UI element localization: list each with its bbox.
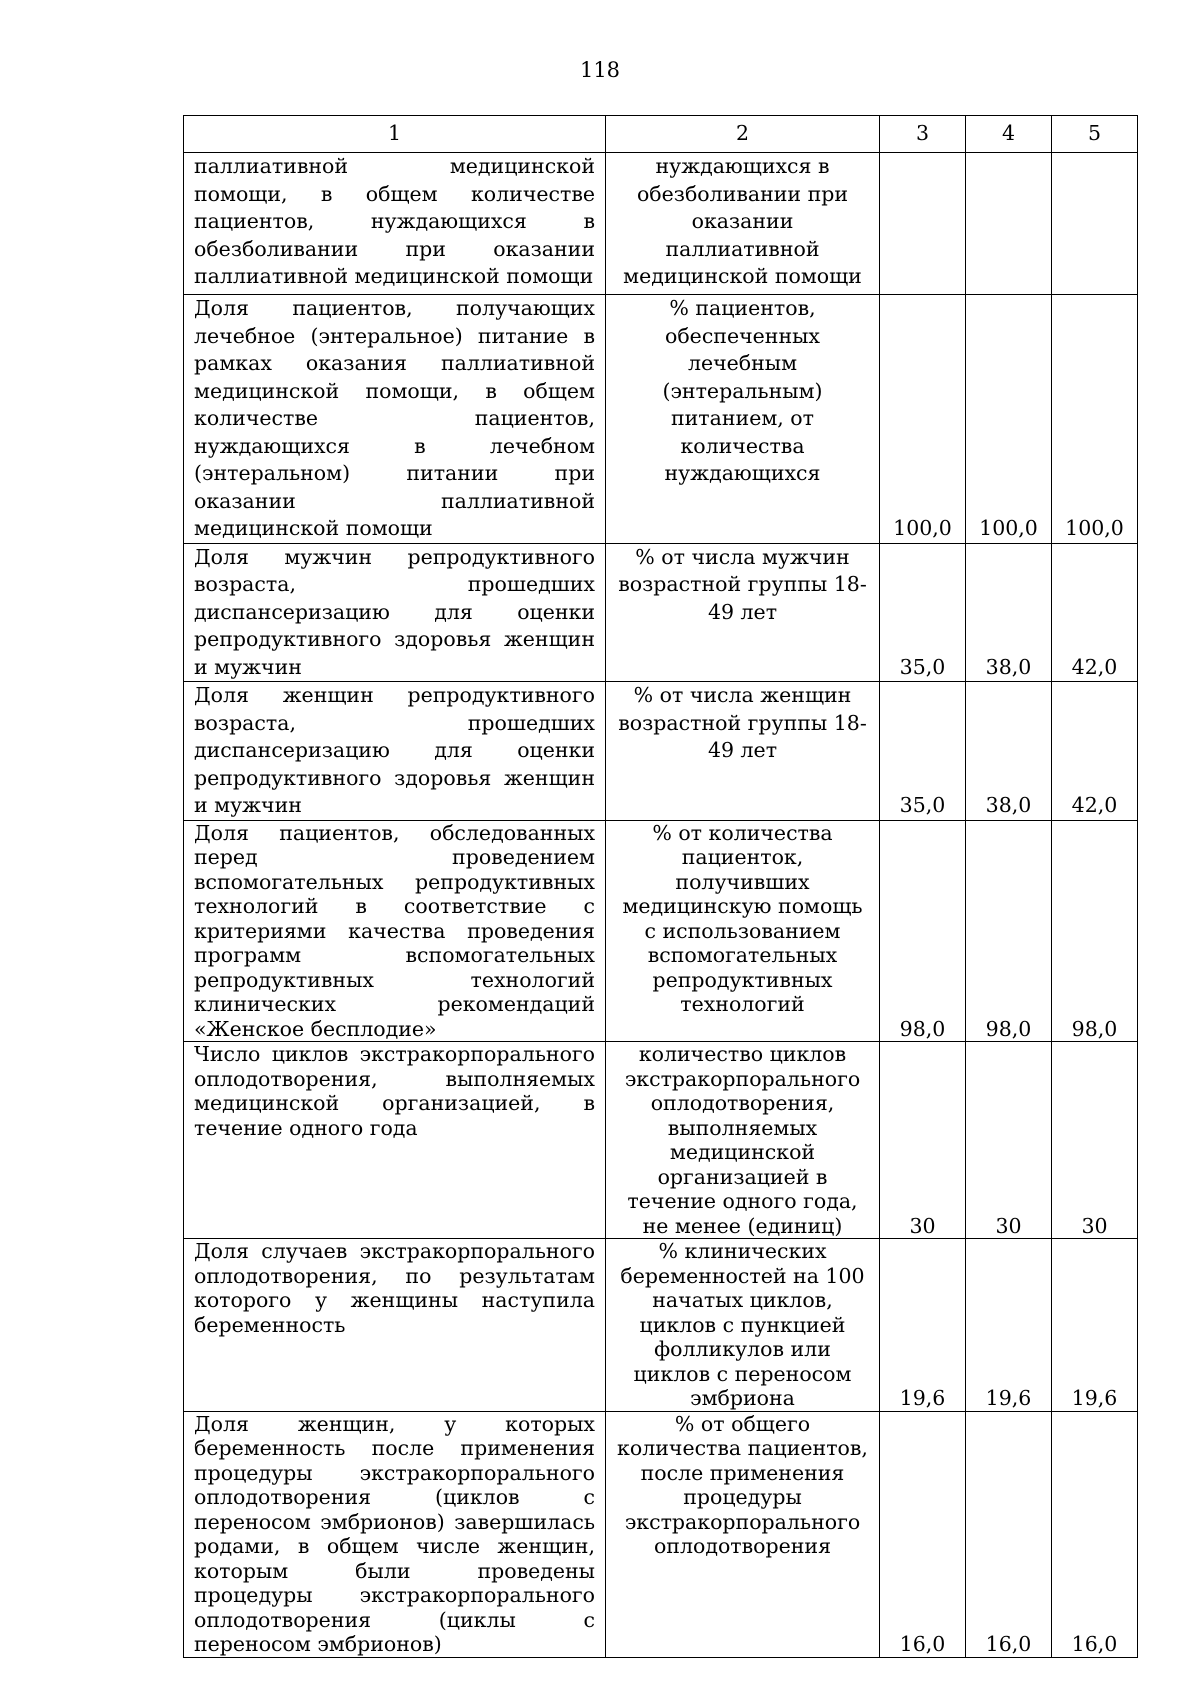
header-cell-5: 5 bbox=[1052, 116, 1138, 153]
value-cell-5 bbox=[1052, 153, 1138, 295]
indicator-cell: Доля пациентов, получающих лечебное (энтеральное) питание в рамках оказания паллиативной медицинской помощи, в общем количестве пациентов, нуждающихся в лечебном (энтеральном) питании при оказании паллиативной медицинской помощи bbox=[184, 295, 606, 544]
indicator-cell: Число циклов экстракорпорального оплодотворения, выполняемых медицинской организацией, в течение одного года bbox=[184, 1042, 606, 1239]
indicator-cell: Доля случаев экстракорпорального оплодотворения, по результатам которого у женщины наступила беременность bbox=[184, 1239, 606, 1412]
value-cell-3: 100,0 bbox=[880, 295, 966, 544]
value-cell-5: 16,0 bbox=[1052, 1411, 1138, 1657]
table-row bbox=[184, 543, 1138, 682]
unit-cell: % пациентов, обеспеченных лечебным (энтеральным) питанием, от количества нуждающихся bbox=[606, 295, 880, 544]
indicator-cell: Доля пациентов, обследованных перед проведением вспомогательных репродуктивных технологий в соответствие с критериями качества проведения программ вспомогательных репродуктивных технологий клинических рекомендаций «Женское бесплодие» bbox=[184, 820, 606, 1042]
value-cell-3 bbox=[880, 153, 966, 295]
value-cell-5: 42,0 bbox=[1052, 682, 1138, 821]
value-cell-3: 30 bbox=[880, 1042, 966, 1239]
table-row bbox=[184, 1042, 1138, 1239]
value-cell-4: 19,6 bbox=[966, 1239, 1052, 1412]
unit-cell: % от количества пациенток, получивших медицинскую помощь с использованием вспомогательных репродуктивных технологий bbox=[606, 820, 880, 1042]
table-row bbox=[184, 1411, 1138, 1657]
header-cell-2: 2 bbox=[606, 116, 880, 153]
indicator-cell: паллиативной медицинской помощи, в общем количестве пациентов, нуждающихся в обезболивании при оказании паллиативной медицинской помощи bbox=[184, 153, 606, 295]
value-cell-3: 35,0 bbox=[880, 682, 966, 821]
value-cell-5: 19,6 bbox=[1052, 1239, 1138, 1412]
value-cell-3: 98,0 bbox=[880, 820, 966, 1042]
value-cell-5: 30 bbox=[1052, 1042, 1138, 1239]
value-cell-4: 100,0 bbox=[966, 295, 1052, 544]
unit-cell: нуждающихся в обезболивании при оказании паллиативной медицинской помощи bbox=[606, 153, 880, 295]
value-cell-4 bbox=[966, 153, 1052, 295]
value-cell-5: 100,0 bbox=[1052, 295, 1138, 544]
value-cell-4: 98,0 bbox=[966, 820, 1052, 1042]
unit-cell: % клинических беременностей на 100 начатых циклов, циклов с пункцией фолликулов или циклов с переносом эмбриона bbox=[606, 1239, 880, 1412]
header-cell-4: 4 bbox=[966, 116, 1052, 153]
table-row bbox=[184, 682, 1138, 821]
table-row bbox=[184, 153, 1138, 295]
unit-cell: количество циклов экстракорпорального оплодотворения, выполняемых медицинской организацией в течение одного года, не менее (единиц) bbox=[606, 1042, 880, 1239]
value-cell-5: 42,0 bbox=[1052, 543, 1138, 682]
value-cell-3: 35,0 bbox=[880, 543, 966, 682]
header-cell-3: 3 bbox=[880, 116, 966, 153]
unit-cell: % от общего количества пациентов, после применения процедуры экстракорпорального оплодотворения bbox=[606, 1411, 880, 1657]
indicator-cell: Доля женщин репродуктивного возраста, прошедших диспансеризацию для оценки репродуктивного здоровья женщин и мужчин bbox=[184, 682, 606, 821]
unit-cell: % от числа женщин возрастной группы 18-49 лет bbox=[606, 682, 880, 821]
header-cell-1: 1 bbox=[184, 116, 606, 153]
value-cell-4: 16,0 bbox=[966, 1411, 1052, 1657]
table-row bbox=[184, 820, 1138, 1042]
value-cell-4: 38,0 bbox=[966, 682, 1052, 821]
unit-cell: % от числа мужчин возрастной группы 18-49 лет bbox=[606, 543, 880, 682]
value-cell-3: 16,0 bbox=[880, 1411, 966, 1657]
table-row bbox=[184, 1239, 1138, 1412]
value-cell-4: 38,0 bbox=[966, 543, 1052, 682]
indicator-cell: Доля мужчин репродуктивного возраста, прошедших диспансеризацию для оценки репродуктивного здоровья женщин и мужчин bbox=[184, 543, 606, 682]
value-cell-3: 19,6 bbox=[880, 1239, 966, 1412]
table-header-row bbox=[184, 116, 1138, 153]
indicator-cell: Доля женщин, у которых беременность после применения процедуры экстракорпорального оплодотворения (циклов с переносом эмбрионов) завершилась родами, в общем числе женщин, которым были проведены процедуры экстракорпорального оплодотворения (циклы с переносом эмбрионов) bbox=[184, 1411, 606, 1657]
page-number: 118 bbox=[579, 58, 621, 82]
value-cell-5: 98,0 bbox=[1052, 820, 1138, 1042]
value-cell-4: 30 bbox=[966, 1042, 1052, 1239]
table-row bbox=[184, 295, 1138, 544]
indicators-table bbox=[183, 115, 1138, 1658]
